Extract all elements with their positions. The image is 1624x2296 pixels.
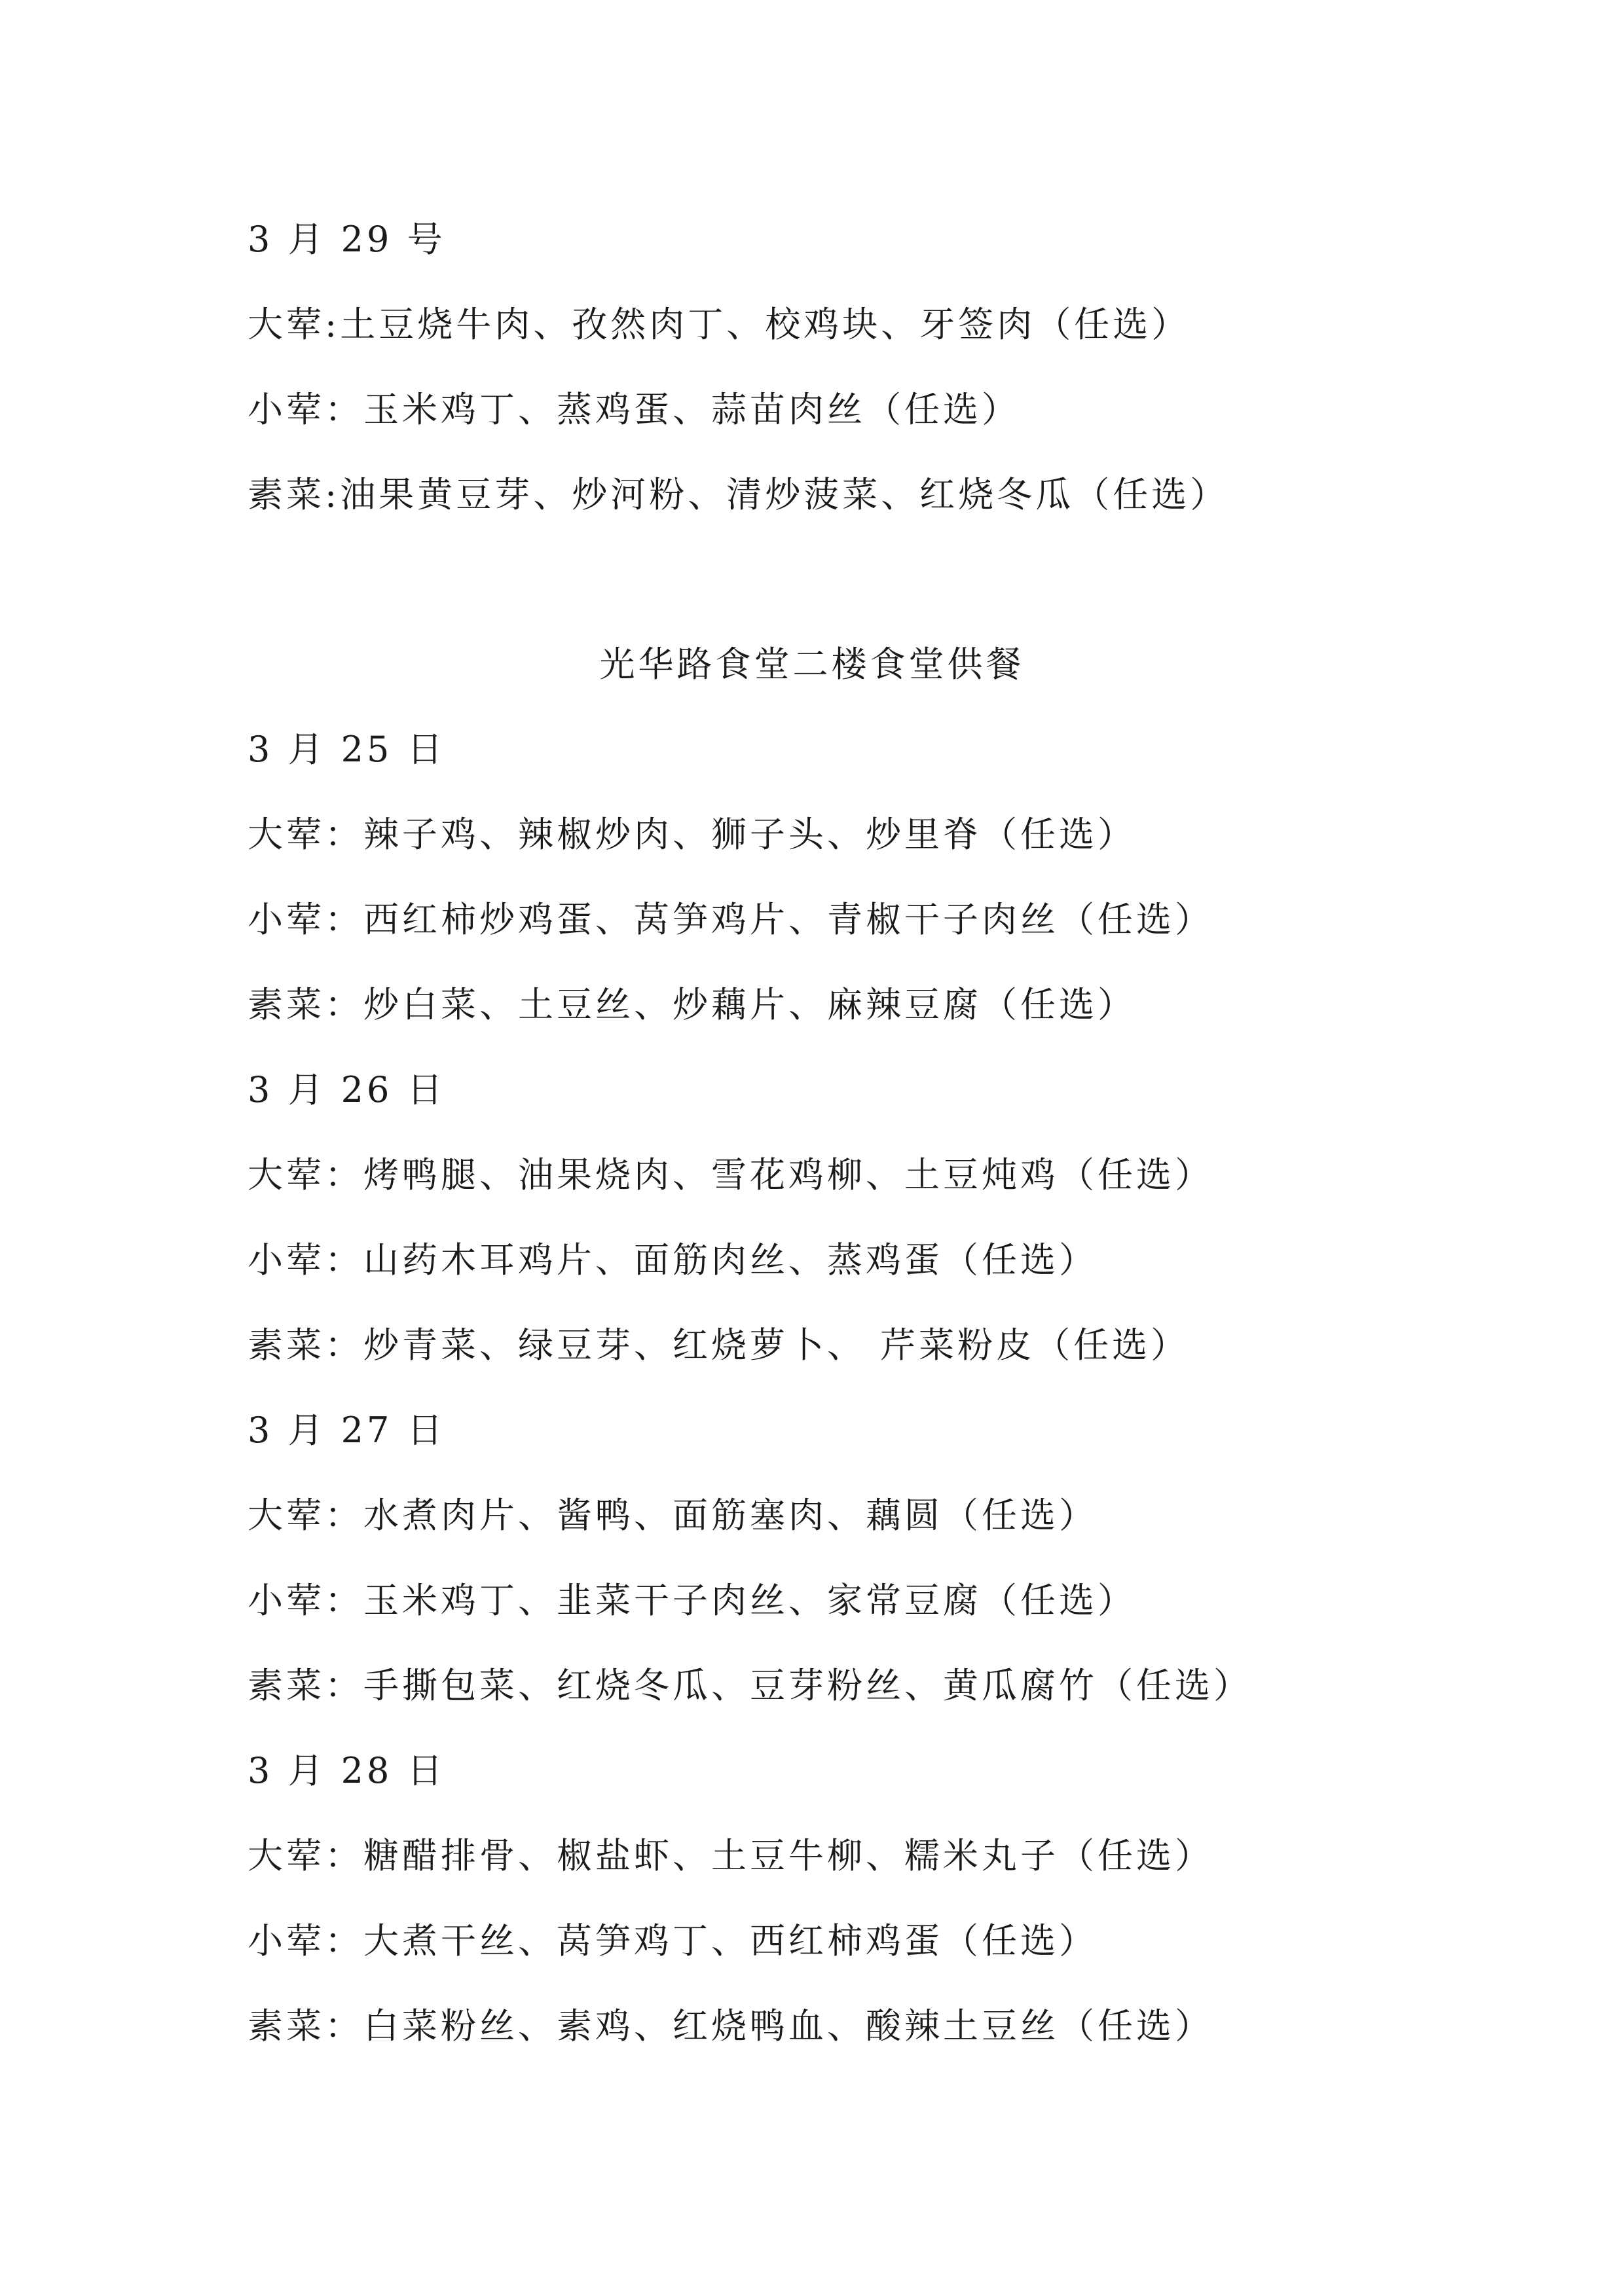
menu-row-vegetable: 素菜：白菜粉丝、素鸡、红烧鸭血、酸辣土豆丝（任选） <box>248 2005 1213 2047</box>
menu-row-vegetable: 素菜：手撕包菜、红烧冬瓜、豆芽粉丝、黄瓜腐竹（任选） <box>248 1665 1252 1706</box>
menu-row-major-meat: 大荤：辣子鸡、辣椒炒肉、狮子头、炒里脊（任选） <box>248 814 1136 855</box>
date-heading: 3 月 29 号 <box>248 219 446 260</box>
menu-row-major-meat: 大荤：烤鸭腿、油果烧肉、雪花鸡柳、土豆炖鸡（任选） <box>248 1154 1213 1195</box>
date-heading: 3 月 27 日 <box>248 1410 446 1451</box>
menu-row-vegetable: 素菜：炒青菜、绿豆芽、红烧萝卜、 芹菜粉皮（任选） <box>248 1324 1190 1366</box>
menu-row-vegetable: 素菜：炒白菜、土豆丝、炒藕片、麻辣豆腐（任选） <box>248 984 1136 1025</box>
menu-row-minor-meat: 小荤：玉米鸡丁、韭菜干子肉丝、家常豆腐（任选） <box>248 1580 1136 1621</box>
date-heading: 3 月 28 日 <box>248 1750 446 1791</box>
menu-row-minor-meat: 小荤：山药木耳鸡片、面筋肉丝、蒸鸡蛋（任选） <box>248 1239 1098 1281</box>
menu-row-minor-meat: 小荤：西红柿炒鸡蛋、莴笋鸡片、青椒干子肉丝（任选） <box>248 899 1213 940</box>
date-heading: 3 月 26 日 <box>248 1069 446 1110</box>
menu-row-minor-meat: 小荤：大煮干丝、莴笋鸡丁、西红柿鸡蛋（任选） <box>248 1920 1098 1961</box>
section-title: 光华路食堂二楼食堂供餐 <box>599 644 1025 685</box>
menu-row-vegetable: 素菜:油果黄豆芽、炒河粉、清炒菠菜、红烧冬瓜（任选） <box>248 474 1229 515</box>
menu-row-major-meat: 大荤：水煮肉片、酱鸭、面筋塞肉、藕圆（任选） <box>248 1495 1098 1536</box>
menu-row-minor-meat: 小荤：玉米鸡丁、蒸鸡蛋、蒜苗肉丝（任选） <box>248 389 1020 430</box>
date-heading: 3 月 25 日 <box>248 729 446 770</box>
menu-row-major-meat: 大荤:土豆烧牛肉、孜然肉丁、校鸡块、牙签肉（任选） <box>248 304 1190 345</box>
menu-row-major-meat: 大荤：糖醋排骨、椒盐虾、土豆牛柳、糯米丸子（任选） <box>248 1835 1213 1876</box>
